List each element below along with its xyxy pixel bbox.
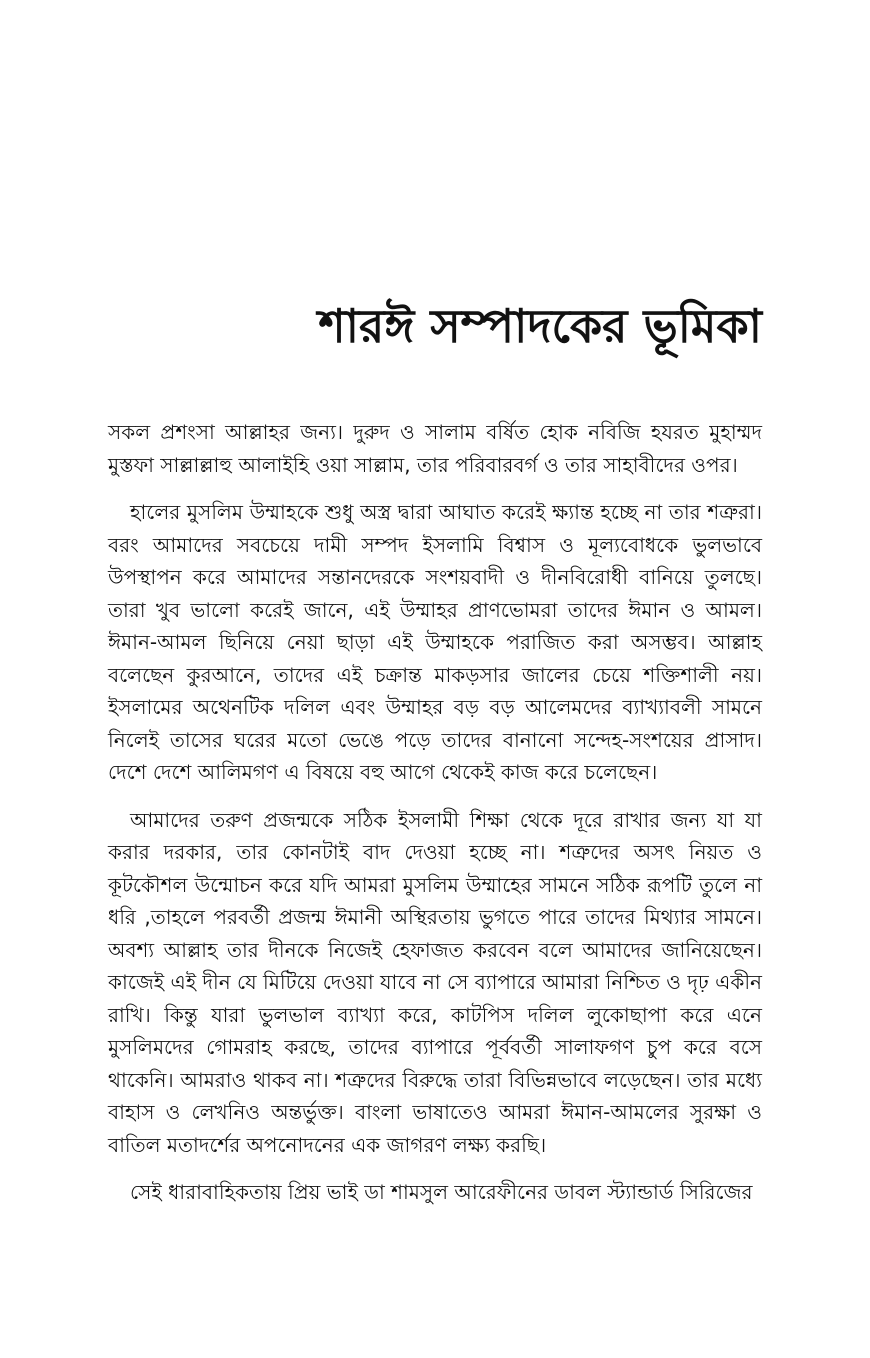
paragraph-3: আমাদের তরুণ প্রজন্মকে সঠিক ইসলামী শিক্ষা থেকে দূরে রাখার জন্য যা যা করার দরকার, তার কোনটাই বাদ দেওয়া হচ্ছে না। শত্রুদের অসৎ নিয়ত ও কূটকৌশল উন্মোচন করে যদি আমরা মুসলিম উম্মাহের সামনে সঠিক রূপটি তুলে না ধরি ,তাহলে পরবর্তী প্রজন্ম ঈমানী অস্থিরতায় ভুগতে পারে তাদের মিথ্যার সামনে। অবশ্য আল্লাহ তার দীনকে নিজেই হেফাজত করবেন বলে আমাদের জানিয়েছেন। কাজেই এই দীন যে মিটিয়ে দেওয়া যাবে না সে ব্যাপারে আমারা নিশ্চিত ও দৃঢ় একীন রাখি। কিন্তু যারা ভুলভাল ব্যাখ্যা করে, কাটপিস দলিল লুকোছাপা করে এনে মুসলিমদের গোমরাহ করছে, তাদের ব্যাপারে পূর্ববর্তী সালাফগণ চুপ করে বসে থাকেনি। আমরাও থাকব না। শত্রুদের বিরুদ্ধে তারা বিভিন্নভাবে লড়েছেন। তার মধ্যে বাহাস ও লেখনিও অন্তর্ভুক্ত। বাংলা ভাষাতেও আমরা ঈমান-আমলের সুরক্ষা ও বাতিল মতাদর্শের অপনোদনের এক জাগরণ লক্ষ্য করছি। [108, 807, 762, 1157]
chapter-title: শারঈ সম্পাদকের ভূমিকা [318, 299, 762, 353]
paragraph-1: সকল প্রশংসা আল্লাহর জন্য। দুরুদ ও সালাম বর্ষিত হোক নবিজি হযরত মুহাম্মদ মুস্তফা সাল্লাল্লাহু আলাইহি ওয়া সাল্লাম, তার পরিবারবর্গ ও তার সাহাবীদের ওপর। [108, 420, 762, 477]
body-text [108, 416, 762, 1224]
paragraph-2: হালের মুসলিম উম্মাহকে শুধু অস্ত্র দ্বারা আঘাত করেই ক্ষ্যান্ত হচ্ছে না তার শত্রুরা। বরং আমাদের সবচেয়ে দামী সম্পদ ইসলামি বিশ্বাস ও মূল্যবোধকে ভুলভাবে উপস্থাপন করে আমাদের সন্তানদেরকে সংশয়বাদী ও দীনবিরোধী বানিয়ে তুলছে। তারা খুব ভালো করেই জানে, এই উম্মাহর প্রাণভোমরা তাদের ঈমান ও আমল। ঈমান-আমল ছিনিয়ে নেয়া ছাড়া এই উম্মাহকে পরাজিত করা অসম্ভব। আল্লাহ বলেছেন কুরআনে, তাদের এই চক্রান্ত মাকড়সার জালের চেয়ে শক্তিশালী নয়। ইসলামের অথেনটিক দলিল এবং উম্মাহর বড় বড় আলেমদের ব্যাখ্যাবলী সামনে নিলেই তাসের ঘরের মতো ভেঙে পড়ে তাদের বানানো সন্দেহ-সংশয়ের প্রাসাদ। দেশে দেশে আলিমগণ এ বিষয়ে বহু আগে থেকেই কাজ করে চলেছেন। [108, 500, 762, 784]
paragraph-4: সেই ধারাবাহিকতায় প্রিয় ভাই ডা শামসুল আরেফীনের ডাবল স্ট্যান্ডার্ড সিরিজের [130, 1180, 753, 1204]
